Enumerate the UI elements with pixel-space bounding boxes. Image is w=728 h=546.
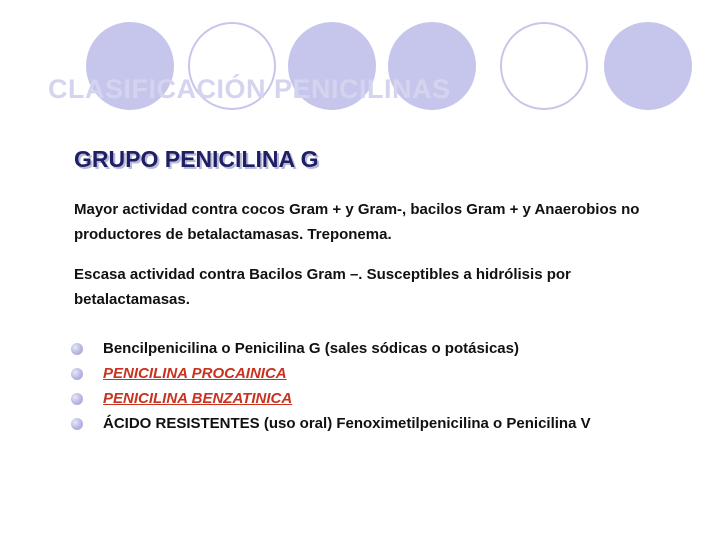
list-item-text: PENICILINA PROCAINICA xyxy=(103,365,287,382)
slide-title: CLASIFICACIÓN PENICILINAS xyxy=(48,74,451,104)
list-item xyxy=(68,411,668,436)
list-item xyxy=(68,386,668,411)
paragraph-activity: Mayor actividad contra cocos Gram + y Gram-, bacilos Gram + y Anaerobios no productores de betalactamasas. Treponema. xyxy=(74,201,640,243)
bullet-icon xyxy=(71,343,83,355)
slide-subtitle: GRUPO PENICILINA G xyxy=(74,146,319,172)
bullet-list xyxy=(68,336,668,436)
decor-circle xyxy=(500,22,588,110)
decor-circle xyxy=(604,22,692,110)
paragraph-limitations: Escasa actividad contra Bacilos Gram –. Susceptibles a hidrólisis por betalactamasas. xyxy=(74,266,571,308)
bullet-icon xyxy=(71,393,83,405)
bullet-icon xyxy=(71,418,83,430)
list-item-text: PENICILINA BENZATINICA xyxy=(103,390,293,407)
list-item-text: ÁCIDO RESISTENTES (uso oral) Fenoximetilpenicilina o Penicilina V xyxy=(103,415,591,432)
list-item xyxy=(68,361,668,386)
bullet-icon xyxy=(71,368,83,380)
list-item-text: Bencilpenicilina o Penicilina G (sales sódicas o potásicas) xyxy=(103,340,519,357)
list-item xyxy=(68,336,668,361)
